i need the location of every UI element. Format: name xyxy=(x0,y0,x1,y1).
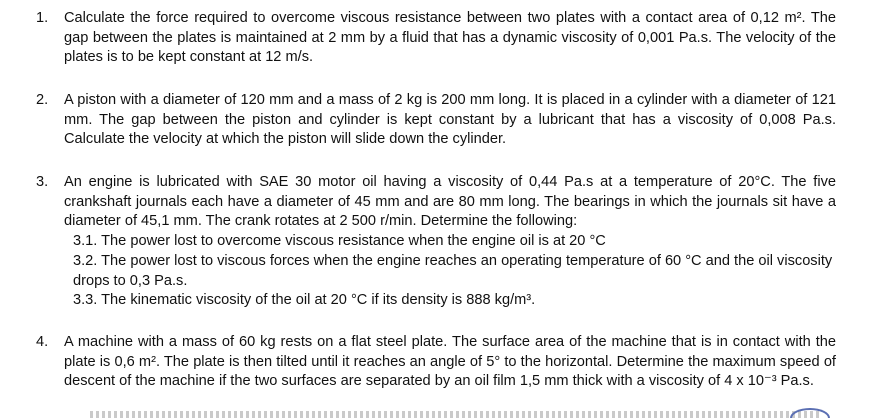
problem-text: Calculate the force required to overcome viscous resistance between two plates with a contact area of 0,12 m². The gap between the plates is maintained at 2 mm by a fluid that has a dynamic viscosity of 0,001 Pa.s. The velocity of the plates is to be kept constant at 12 m/s. xyxy=(64,10,836,65)
subitem-3-1: 3.1. The power lost to overcome viscous resistance when the engine oil is at 20 °C xyxy=(73,233,606,249)
problem-text: An engine is lubricated with SAE 30 motor oil having a viscosity of 0,44 Pa.s at a temperature of 20°C. The five crankshaft journals each have a diameter of 45 mm and are 80 mm long. The bearings in which the journals sit have a diameter of 45,1 mm. The crank rotates at 2 500 r/min. Determine the following: xyxy=(64,174,836,229)
problem-text: A machine with a mass of 60 kg rests on a flat steel plate. The surface area of the machine that is in contact with the plate is 0,6 m². The plate is then tilted until it reaches an angle of 5° to the horizontal. Determine the maximum speed of descent of the machine if the two surfaces are separated by an oil film 1,5 mm thick with a viscosity of 4 x 10⁻³ Pa.s. xyxy=(64,334,836,389)
scan-artifact xyxy=(90,411,820,418)
scan-arc-mark xyxy=(790,408,830,418)
problem-number: 3. xyxy=(36,174,49,190)
problem-number: 2. xyxy=(36,92,49,108)
problem-2 xyxy=(36,91,836,150)
problem-4 xyxy=(36,333,836,392)
problem-1 xyxy=(36,9,836,68)
subitem-3-2: 3.2. The power lost to viscous forces when the engine reaches an operating temperature of 60 °C and the oil viscosity drops to 0,3 Pa.s. xyxy=(73,253,833,289)
subitem-3-3: 3.3. The kinematic viscosity of the oil at 20 °C if its density is 888 kg/m³. xyxy=(73,292,536,308)
problem-number: 1. xyxy=(36,10,49,26)
problem-number: 4. xyxy=(36,334,49,350)
problem-3 xyxy=(36,173,836,232)
problem-text: A piston with a diameter of 120 mm and a mass of 2 kg is 200 mm long. It is placed in a cylinder with a diameter of 121 mm. The gap between the piston and cylinder is kept constant by a lubricant that has a viscosity of 0,008 Pa.s. Calculate the velocity at which the piston will slide down the cylinder. xyxy=(64,92,836,147)
